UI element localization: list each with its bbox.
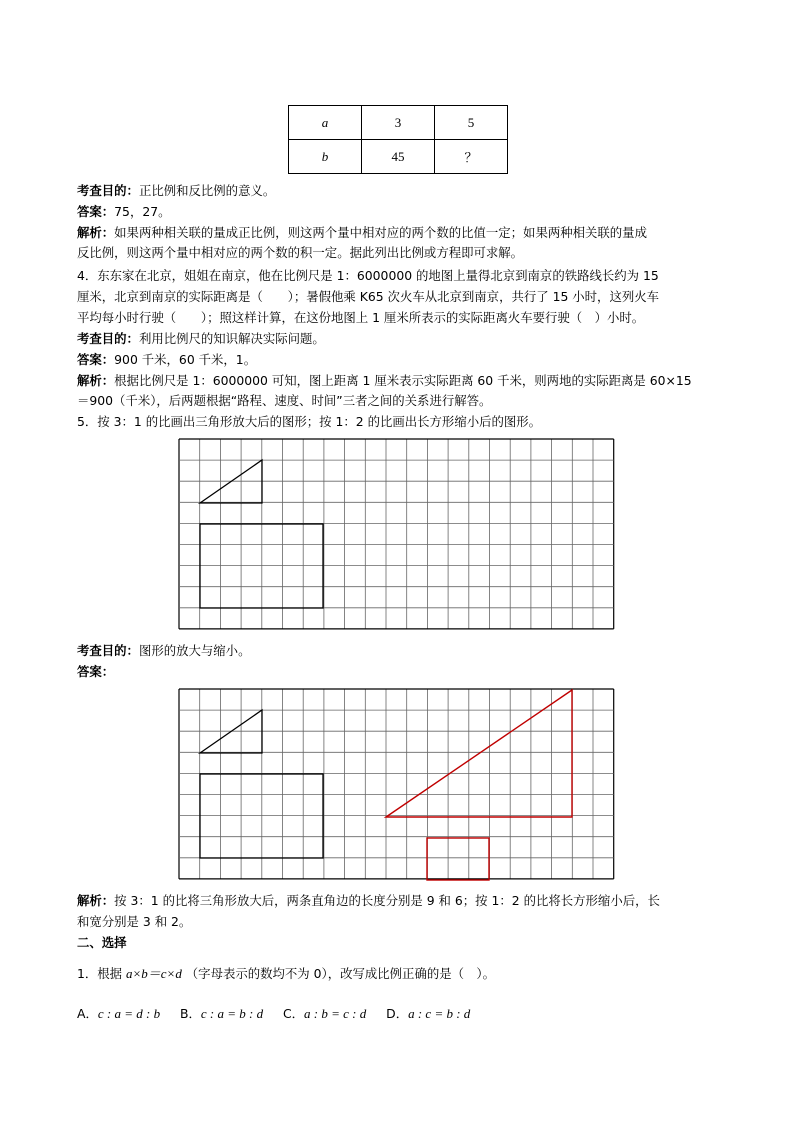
q4-analysis: 解析：根据比例尺是 1：6000000 可知，图上距离 1 厘米表示实际距离 60 千米，则两地的实际距离是 60×15 — [77, 373, 692, 388]
grid-lines — [179, 689, 614, 879]
q5-question: 5．按 3：1 的比画出三角形放大后的图形；按 1：2 的比画出长方形缩小后的图形。 — [77, 414, 542, 429]
q4-question-line1: 4．东东家在北京，姐姐在南京，他在比例尺是 1：6000000 的地图上量得北京到南京的铁路线长约为 15 — [77, 268, 659, 283]
option-d[interactable]: D．a : c = b : d — [386, 1006, 471, 1021]
q5-analysis-cont: 和宽分别是 3 和 2。 — [77, 914, 192, 929]
table-row — [289, 106, 508, 140]
section-title: 二、选择 — [77, 935, 127, 950]
q3-answer: 答案：75，27。 — [77, 204, 171, 219]
table-cell: ？ — [435, 140, 508, 174]
reduced-rectangle — [427, 838, 489, 880]
table-cell: 5 — [435, 106, 508, 140]
table-cell: 3 — [362, 106, 435, 140]
q5-analysis: 解析：按 3：1 的比将三角形放大后，两条直角边的长度分别是 9 和 6；按 1：2 的比将长方形缩小后，长 — [77, 893, 660, 908]
q3-purpose: 考查目的：正比例和反比例的意义。 — [77, 183, 276, 198]
table-cell: b — [289, 140, 362, 174]
q4-analysis-cont: ＝900（千米），后两题根据“路程、速度、时间”三者之间的关系进行解答。 — [77, 393, 492, 408]
q3-analysis: 解析：如果两种相关联的量成正比例，则这两个量中相对应的两个数的比值一定；如果两种相关联的量成 — [77, 225, 647, 240]
enlarged-triangle — [386, 690, 572, 817]
formula: a×b＝c×d — [126, 966, 182, 981]
option-c[interactable]: C．a : b = c : d — [283, 1006, 367, 1021]
table-row — [289, 140, 508, 174]
mc1-options — [77, 1006, 470, 1022]
ratio-table — [288, 105, 508, 174]
option-a[interactable]: A．c : a = d : b — [77, 1006, 161, 1021]
grid-lines — [179, 439, 614, 629]
q4-question-line2: 厘米，北京到南京的实际距离是（ ）；暑假他乘 K65 次火车从北京到南京，共行了 15 小时，这列火车 — [77, 289, 660, 304]
q4-answer: 答案：900 千米，60 千米，1。 — [77, 352, 257, 367]
question-grid — [178, 438, 616, 632]
table-cell: a — [289, 106, 362, 140]
table-cell: 45 — [362, 140, 435, 174]
option-b[interactable]: B．c : a = b : d — [179, 1006, 264, 1021]
mc1-question: 1．根据 a×b＝c×d （字母表示的数均不为 0），改写成比例正确的是（ ）。 — [77, 966, 495, 981]
q4-purpose: 考查目的：利用比例尺的知识解决实际问题。 — [77, 331, 325, 346]
answer-grid — [178, 688, 616, 882]
q5-answer: 答案： — [77, 664, 115, 679]
q3-analysis-cont: 反比例，则这两个量中相对应的两个数的积一定。据此列出比例或方程即可求解。 — [77, 245, 524, 260]
q4-question-line3: 平均每小时行驶（ ）；照这样计算，在这份地图上 1 厘米所表示的实际距离火车要行驶（ ）小时。 — [77, 310, 645, 325]
q5-purpose: 考查目的：图形的放大与缩小。 — [77, 643, 251, 658]
